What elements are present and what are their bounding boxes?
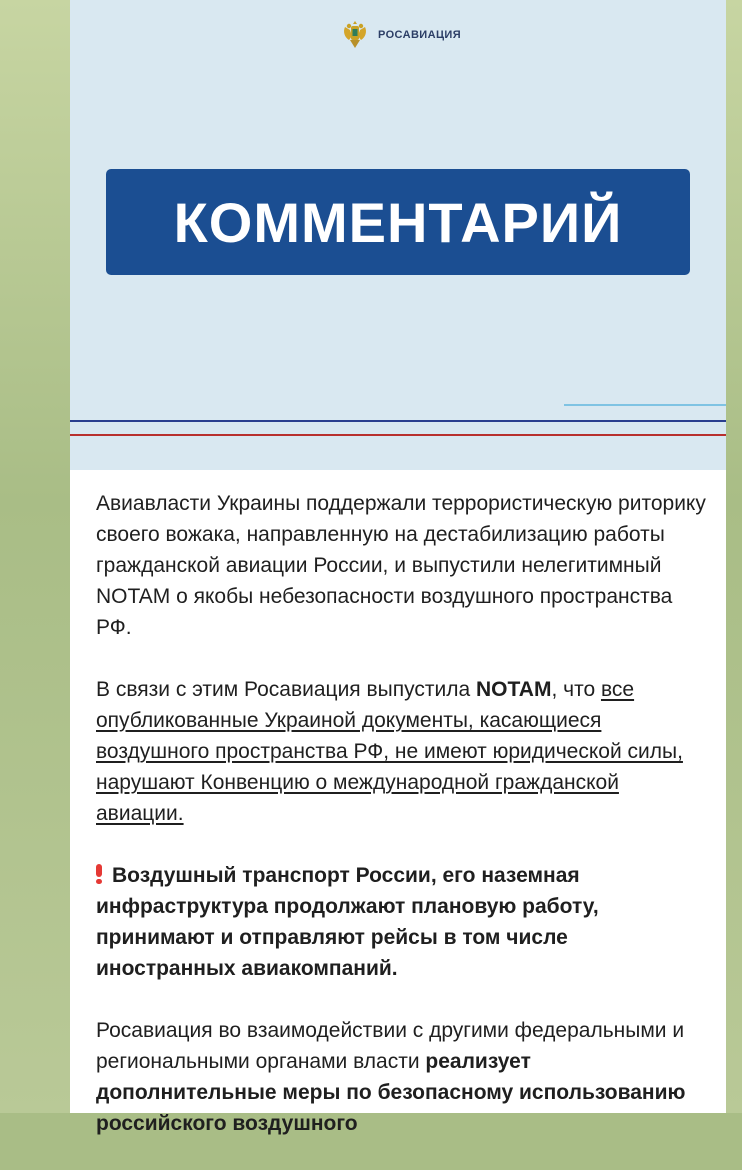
post-image-banner[interactable] bbox=[70, 0, 726, 470]
message-text bbox=[96, 488, 710, 1170]
exclamation-icon bbox=[96, 864, 102, 884]
chat-background-left bbox=[0, 0, 70, 1113]
banner-title: КОММЕНТАРИЙ bbox=[173, 190, 623, 254]
double-headed-eagle-icon bbox=[340, 18, 370, 52]
paragraph-3-text: Воздушный транспорт России, его наземная инфраструктура продолжают плановую работу, принимают и отправляют рейсы в том числе иностранных авиакомпаний. bbox=[96, 864, 599, 980]
accent-line bbox=[564, 404, 726, 406]
flag-line-red bbox=[70, 434, 726, 436]
paragraph-2-underlined: все опубликованные Украиной документы, касающиеся воздушного пространства РФ, не имеют юридической силы, нарушают Конвенцию о международной гражданской авиации. bbox=[96, 678, 683, 825]
paragraph-2-mid: , что bbox=[551, 678, 601, 701]
paragraph-4-normal: Росавиация во взаимодействии с другими федеральными и региональными органами власти bbox=[96, 1019, 685, 1073]
notam-bold: NOTAM bbox=[476, 678, 552, 701]
flag-line-blue bbox=[70, 420, 726, 422]
title-box bbox=[106, 169, 690, 275]
logo-text: РОСАВИАЦИЯ bbox=[378, 29, 462, 41]
paragraph-2-intro: В связи с этим Росавиация выпустила bbox=[96, 678, 477, 701]
chat-background-right bbox=[726, 0, 742, 1113]
paragraph-1: Авиавласти Украины поддержали террористическую риторику своего вожака, направленную на дестабилизацию работы гражданской авиации России, и выпустили нелегитимный NOTAM о якобы небезопасности воздушного пространства РФ. bbox=[96, 492, 706, 639]
paragraph-2 bbox=[96, 674, 710, 829]
paragraph-4 bbox=[96, 1015, 710, 1139]
paragraph-3 bbox=[96, 860, 710, 984]
message-card bbox=[70, 0, 726, 1135]
paragraph-4-bold: реализует дополнительные меры по безопасному использованию российского воздушного bbox=[96, 1050, 686, 1135]
rosaviatsia-logo bbox=[340, 18, 461, 52]
